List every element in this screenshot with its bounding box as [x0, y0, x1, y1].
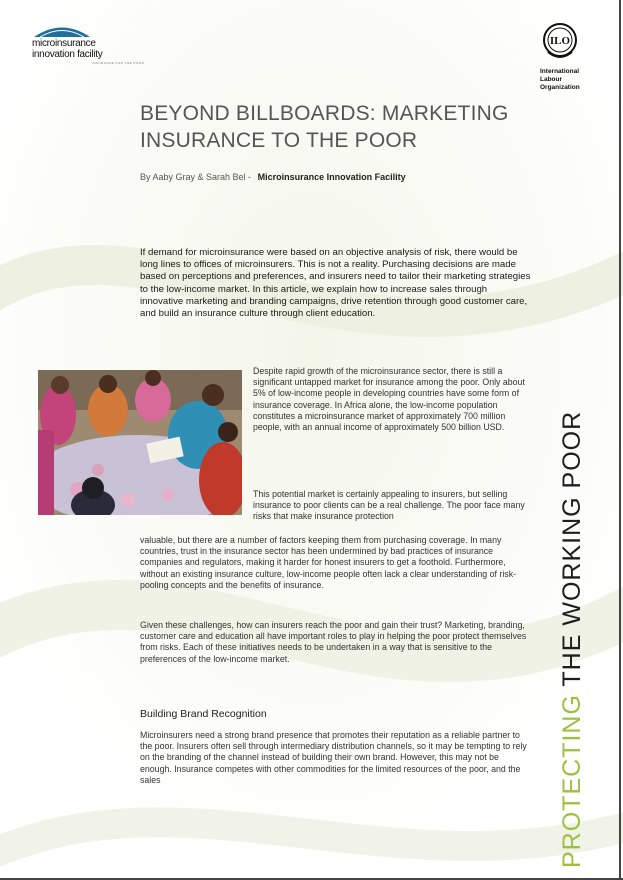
side-banner-working-poor: THE WORKING POOR	[558, 410, 586, 687]
body-paragraph-2-bottom: valuable, but there are a number of factors keeping them from purchasing coverage. In many countries, trust in the insurance sector has been undermined by bad practices of insurance companies and regulators, making it harder for honest insurers to get a foothold. Furthermore, without an existing insurance culture, low-income people often lack a clear understanding of risk-pooling concepts and the benefits of insurance.	[140, 535, 517, 590]
title-line: INSURANCE TO THE POOR	[140, 129, 418, 152]
women-group-photo	[38, 370, 242, 515]
ilo-emblem-text: ILO	[549, 35, 571, 47]
byline-organization: Microinsurance Innovation Facility	[257, 172, 406, 182]
ilo-emblem-icon	[542, 22, 578, 62]
section-heading: Building Brand Recognition	[140, 708, 267, 720]
ilo-name-line: International	[540, 68, 580, 75]
ilo-name-line: Labour	[540, 76, 563, 83]
logo-line-1: microinsurance	[32, 38, 96, 49]
lead-paragraph: If demand for microinsurance were based on an objective analysis of risk, there would be long lines to offices of microinsurers. This is not a reality. Purchasing decisions are made based on perceptions and preferences, and insurers need to tailor their marketing strategies to the low-income market. In this article, we explain how to increase sales through innovative marketing and branding campaigns, drive retention through good customer care, and build an insurance culture through client education.	[140, 247, 531, 320]
ilo-name-line: Organization	[540, 84, 580, 91]
body-paragraph-2-top: This potential market is certainly appealing to insurers, but selling insurance to poor clients can be a real challenge. The poor face many risks that make insurance protection	[253, 489, 525, 522]
body-paragraph-3: Given these challenges, how can insurers reach the poor and gain their trust? Marketing, branding, customer care and education all have important roles to play in helping the poor protect themselves from risks. Each of these initiatives needs to be undertaken in a way that is sensitive to the preferences of the low-income market.	[140, 620, 527, 664]
body-paragraph-1: Despite rapid growth of the microinsurance sector, there is still a significant untapped market for insurance among the poor. Only about 5% of low-income people in developing countries have some form of insurance coverage. In Africa alone, the low-income population constitutes a microinsurance market of approximately 700 million people, with an annual income of approximately 500 billion USD.	[253, 366, 525, 433]
photo-illustration	[38, 370, 242, 515]
microinsurance-facility-logo	[30, 22, 150, 64]
side-banner	[557, 411, 587, 868]
article-title	[140, 100, 540, 154]
byline	[140, 172, 406, 182]
logo-tagline: INSURANCE FOR THE POOR	[92, 61, 145, 65]
logo-line-2: innovation facility	[32, 49, 103, 60]
byline-authors: By Aaby Gray & Sarah Bel -	[140, 172, 252, 182]
side-banner-protecting: PROTECTING	[558, 694, 586, 868]
ilo-name	[540, 68, 580, 92]
title-line: BEYOND BILLBOARDS: MARKETING	[140, 102, 509, 125]
page-border-right	[619, 0, 621, 880]
body-paragraph-4: Microinsurers need a strong brand presence that promotes their reputation as a reliable partner to the poor. Insurers often sell through intermediary distribution channels, so it may be tempting to rely on the branding of the channel instead of building their own brand. However, this may not be enough. Insurance competes with other commodities for the limited resources of the poor, and the sales	[140, 730, 527, 785]
ilo-logo	[540, 22, 610, 102]
umbrella-arc-icon	[32, 22, 92, 38]
